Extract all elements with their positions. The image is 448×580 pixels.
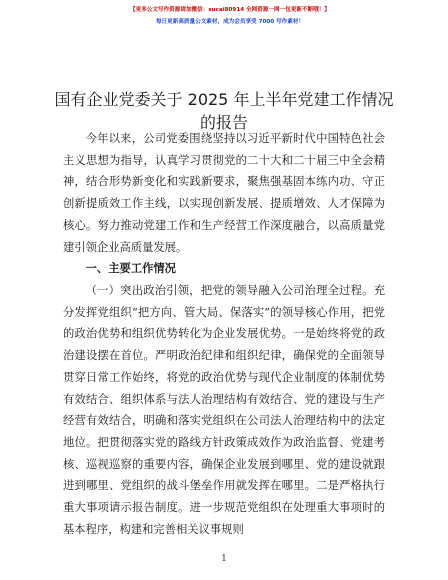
intro-paragraph: 今年以来，公司党委围绕坚持以习近平新时代中国特色社会主义思想为指导，认真学习贯彻党的二十大和二十届三中全会精神，结合形势新变化和实践新要求，聚焦强基固本练内功、守正创新提质效工作主线，以实现创新发展、提质增效、人才保障为核心。努力推动党建工作和生产经营工作深度融合，以高质量党建引领企业高质量发展。 [63, 132, 385, 254]
section-heading: 一、主要工作情况 [85, 262, 176, 275]
main-paragraph: （一）突出政治引领，把党的领导融入公司治理全过程。充分发挥党组织“把方向、管大局、保落实”的领导核心作用，把党的政治优势和组织优势转化为企业发展优势。一是始终将党的政治建设摆在首位。严明政治纪律和组织纪律，确保党的全面领导贯穿日常工作始终，将党的政治优势与现代企业制度的体制优势有效结合、组织体系与法人治理结构有效结合、党的建设与生产经营有效结合，明确和落实党组织在公司法人治理结构中的法定地位。把贯彻落实党的路线方针政策成效作为政治监督、党建考核、巡视巡察的重要内容，确保企业发展到哪里、党的建设就跟进到哪里、党组织的战斗堡垒作用就发挥在哪里。二是严格执行重大事项请示报告制度。进一步规范党组织在处理重大事项时的基本程序，构建和完善相关议事规则 [63, 284, 385, 536]
promo-banner-line-2: 每日更新高质量公文素材，成为会员享受 7000 写作素材！ [155, 19, 305, 25]
document-title: 国有企业党委关于 2025 年上半年党建工作情况的报告 [54, 90, 394, 132]
page-number: 1 [221, 554, 227, 564]
promo-banner-line-1: 【更多公文写作资源请加微信：sucai80914 全网资源一网一包更新不断哦！】 [130, 7, 330, 13]
